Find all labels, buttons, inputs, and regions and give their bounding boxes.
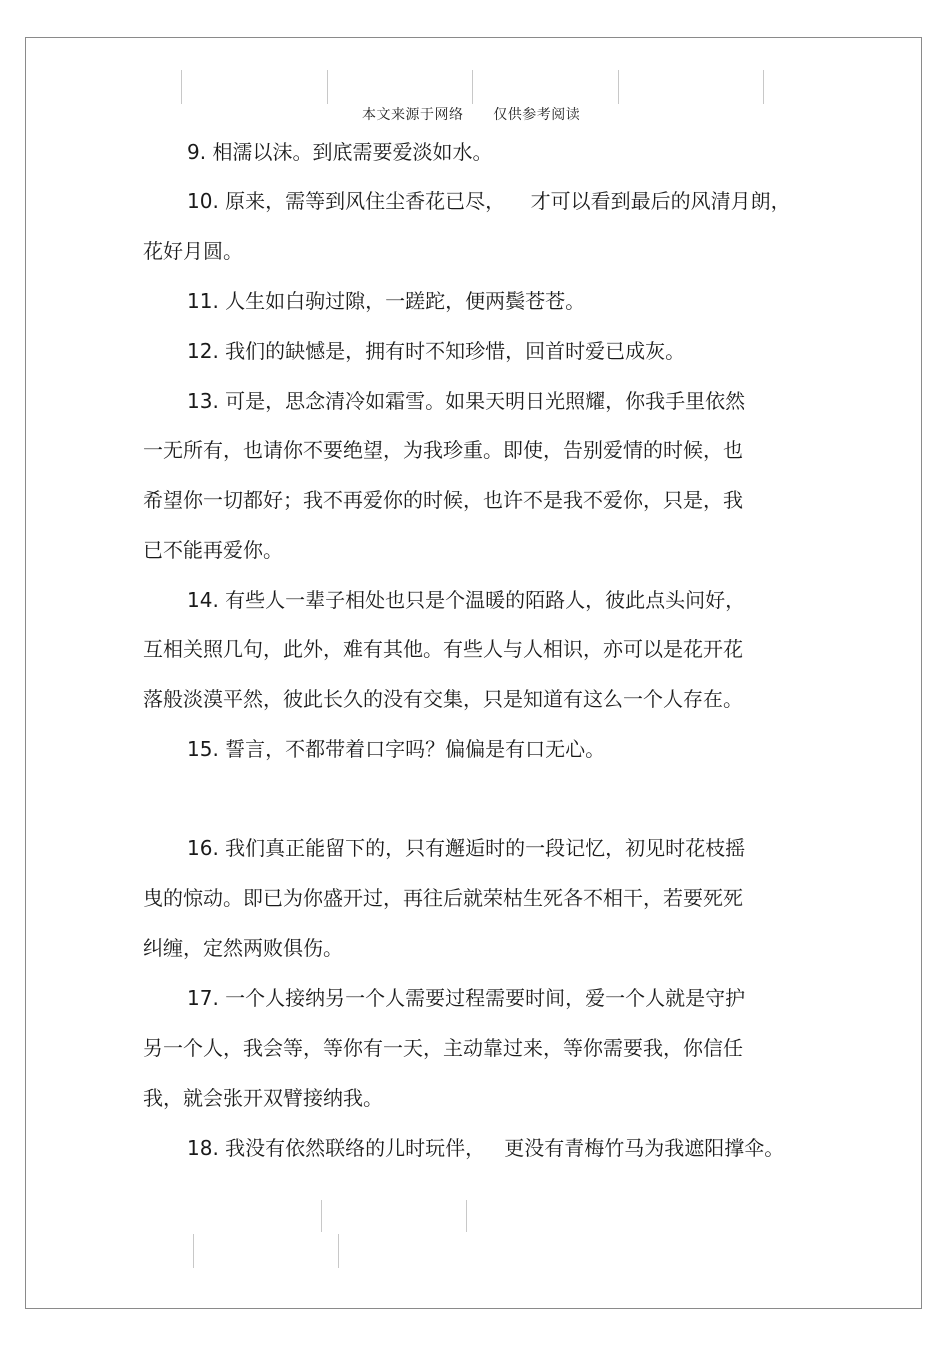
bottom-rule-2 [466,1200,467,1232]
text-line: 17. 一个人接纳另一个人需要过程需要时间，爱一个人就是守护 [187,986,746,1010]
text-line: 11. 人生如白驹过隙，一蹉跎，便两鬓苍苍。 [187,289,586,313]
text-line: 10. 原来，需等到风住尘香花已尽， 才可以看到最后的风清月朗， [187,189,791,213]
top-rule-1 [181,70,182,104]
bottom-rule-1 [321,1200,322,1232]
text-line: 另一个人，我会等，等你有一天，主动靠过来，等你需要我，你信任 [143,1036,743,1060]
bottom-rule-4 [338,1234,339,1268]
text-line: 互相关照几句，此外，难有其他。有些人与人相识，亦可以是花开花 [143,637,743,661]
text-line: 15. 誓言，不都带着口字吗？偏偏是有口无心。 [187,737,606,761]
text-line: 16. 我们真正能留下的，只有邂逅时的一段记忆，初见时花枝摇 [187,836,746,860]
text-line: 12. 我们的缺憾是，拥有时不知珍惜，回首时爱已成灰。 [187,339,686,363]
top-rule-2 [327,70,328,104]
text-line: 一无所有，也请你不要绝望，为我珍重。即使，告别爱情的时候，也 [143,438,743,462]
source-note: 本文来源于网络 仅供参考阅读 [362,107,581,123]
text-line: 纠缠，定然两败俱伤。 [143,936,343,960]
top-rule-3 [472,70,473,104]
text-line: 18. 我没有依然联络的儿时玩伴， 更没有青梅竹马为我遮阳撑伞。 [187,1136,785,1160]
text-line: 落般淡漠平然，彼此长久的没有交集，只是知道有这么一个人存在。 [143,687,743,711]
text-line: 希望你一切都好；我不再爱你的时候，也许不是我不爱你，只是，我 [143,488,743,512]
page-border [25,37,922,1309]
top-rule-5 [763,70,764,104]
bottom-rule-3 [193,1234,194,1268]
text-line: 14. 有些人一辈子相处也只是个温暖的陌路人，彼此点头问好， [187,588,746,612]
text-line: 我，就会张开双臂接纳我。 [143,1086,383,1110]
text-line: 9. 相濡以沫。到底需要爱淡如水。 [187,140,493,164]
text-line: 13. 可是，思念清冷如霜雪。如果天明日光照耀，你我手里依然 [187,389,746,413]
text-line: 曳的惊动。即已为你盛开过，再往后就荣枯生死各不相干，若要死死 [143,886,743,910]
text-line: 花好月圆。 [143,239,243,263]
text-line: 已不能再爱你。 [143,538,283,562]
top-rule-4 [618,70,619,104]
